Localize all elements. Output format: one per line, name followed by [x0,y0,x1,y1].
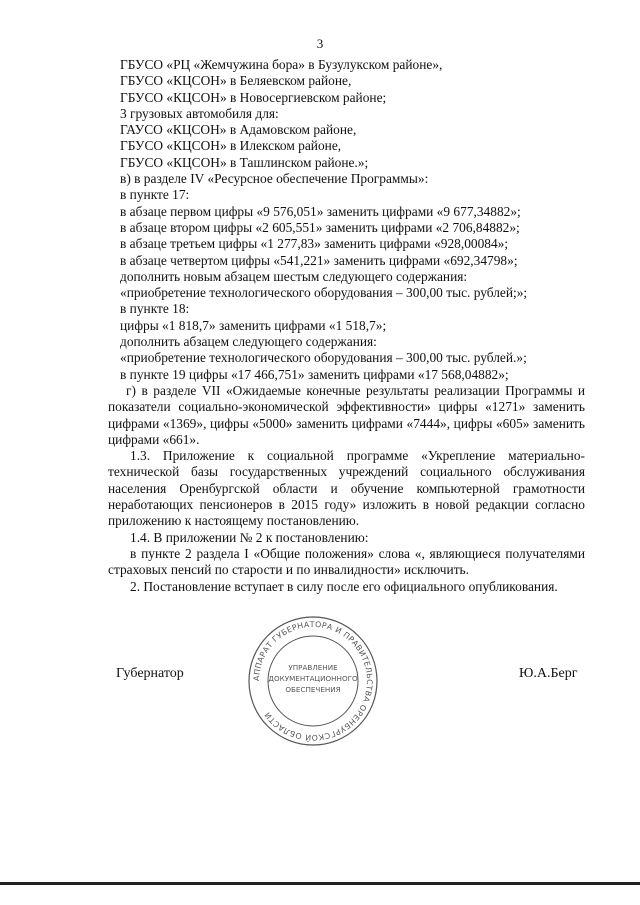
text-line: в пункте 18: [120,301,190,317]
text-line: «приобретение технологического оборудования – 300,00 тыс. рублей.»; [120,350,527,366]
paragraph-1-4: 1.4. В приложении № 2 к постановлению: [130,529,369,545]
scan-bottom-border [0,882,640,885]
signature-position: Губернатор [116,666,184,681]
document-body [108,57,585,595]
paragraph-2: 2. Постановление вступает в силу после его официального опубликования. [130,578,558,594]
text-line: ГБУСО «КЦСОН» в Илекском районе, [120,138,342,154]
text-line: в абзаце третьем цифры «1 277,83» заменить цифрами «928,00084»; [120,236,509,252]
text-line: в абзаце четвертом цифры «541,221» заменить цифрами «692,34798»; [120,252,518,268]
text-line: ГБУСО «КЦСОН» в Ташлинском районе.»; [120,154,369,170]
text-line: ГАУСО «КЦСОН» в Адамовском районе, [120,122,357,138]
paragraph-g: г) в разделе VII «Ожидаемые конечные результаты реализации Программы и показатели социально-экономической эффективности» цифры «1271» заменить цифрами «1369», цифры «5000» заменить цифрами «7444», цифры «605» заменить цифрами «661». [108,382,585,447]
stamp-center-line: ДОКУМЕНТАЦИОННОГО [268,674,358,683]
text-line: цифры «1 818,7» заменить цифрами «1 518,7»; [120,317,387,333]
stamp-ring-text: АППАРАТ ГУБЕРНАТОРА И ПРАВИТЕЛЬСТВА ОРЕНБУРГСКОЙ ОБЛАСТИ [251,619,375,743]
page-number: 3 [316,36,324,51]
text-line: в абзаце втором цифры «2 605,551» заменить цифрами «2 706,84882»; [120,219,520,235]
text-line: ГБУСО «КЦСОН» в Беляевском районе, [120,73,352,89]
stamp-center-line: ОБЕСПЕЧЕНИЯ [285,685,341,694]
official-stamp [243,613,383,749]
stamp-center-line: УПРАВЛЕНИЕ [288,663,338,672]
text-line: в) в разделе IV «Ресурсное обеспечение Программы»: [120,171,429,187]
text-line: «приобретение технологического оборудования – 300,00 тыс. рублей;»; [120,285,528,301]
text-line: дополнить новым абзацем шестым следующего содержания: [120,268,468,284]
text-line: дополнить абзацем следующего содержания: [120,334,377,350]
text-line: 3 грузовых автомобиля для: [120,105,279,121]
paragraph-1-3: 1.3. Приложение к социальной программе «Укрепление материально-технической базы государственных учреждений социального обслуживания населения Оренбургской области и обучение компьютерной грамотности неработающих пенсионеров в 2015 году» изложить в новой редакции согласно приложению к настоящему постановлению. [108,448,585,529]
paragraph-1-4-text: в пункте 2 раздела I «Общие положения» слова «, являющиеся получателями страховых пенсий по старости и по инвалидности» исключить. [108,545,585,578]
signature-name: Ю.А.Берг [519,666,578,681]
text-line: ГБУСО «КЦСОН» в Новосергиевском районе; [120,89,387,105]
text-line: в пункте 17: [120,187,190,203]
text-line: в абзаце первом цифры «9 576,051» заменить цифрами «9 677,34882»; [120,203,521,219]
text-line: в пункте 19 цифры «17 466,751» заменить цифрами «17 568,04882»; [120,366,509,382]
text-line: ГБУСО «РЦ «Жемчужина бора» в Бузулукском районе», [120,57,443,72]
